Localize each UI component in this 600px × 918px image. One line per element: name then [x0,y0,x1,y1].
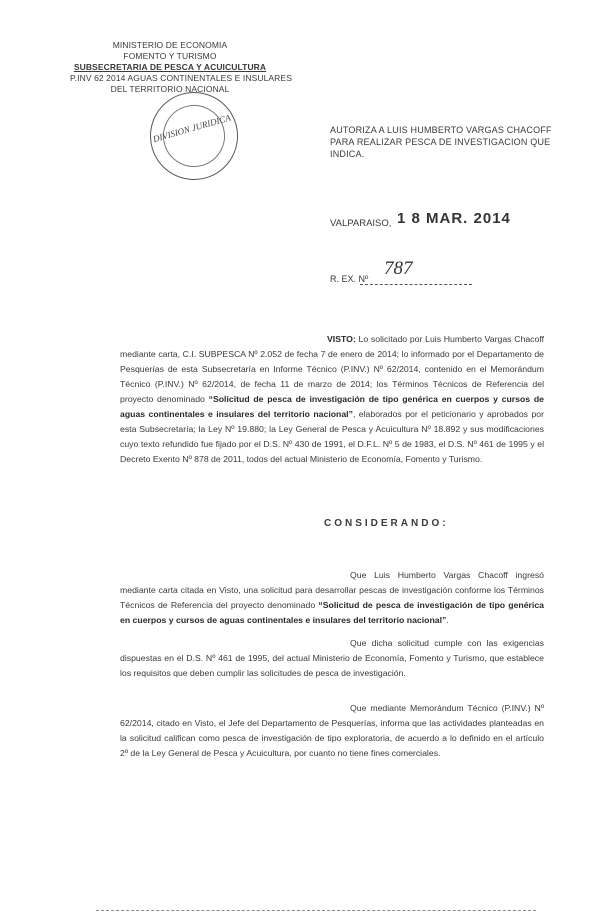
considerando-paragraph-1 [120,568,544,628]
date-stamp: 1 8 MAR. 2014 [397,210,511,227]
place-label: VALPARAISO, [330,218,392,229]
c1-text-b: . [446,615,449,625]
header-line-territory: DEL TERRITORIO NACIONAL [110,84,230,94]
stamp-text: DIVISION JURIDICA [151,112,232,145]
header-line-ministry: MINISTERIO DE ECONOMIA [112,40,228,50]
considerando-heading: CONSIDERANDO: [324,518,449,529]
visto-paragraph [120,332,544,467]
bottom-dashed-rule [96,910,536,911]
subject-line: AUTORIZA A LUIS HUMBERTO VARGAS CHACOFF PARA REALIZAR PESCA DE INVESTIGACION QUE INDICA. [330,125,552,159]
ministry-header [70,40,292,95]
c2-text: Que dicha solicitud cumple con las exigencias dispuestas en el D.S. Nº 461 de 1995, del actual Ministerio de Economía, Fomento y Turismo, que establece los requisitos que deben cumplir las solicitudes de pesca de investigación. [120,638,544,678]
resolution-number: 787 [384,258,413,279]
visto-text-b: , elaborados por el peticionario y aprobados por esta Subsecretaría; la Ley Nº 19.880; la Ley General de Pesca y Acuicultura Nº 18.892 y sus modificaciones cuyo texto refundido fue fijado por el D.S. Nº 430 de 1991, el D.F.L. Nº 5 de 1983, el D.S. Nº 461 de 1995 y el Decreto Exento Nº 878 de 2011, todos del actual Ministerio de Economía, Fomento y Turismo. [120,409,544,464]
header-line-subsecretaria: SUBSECRETARIA DE PESCA Y ACUICULTURA [73,62,267,72]
division-stamp [140,82,249,191]
visto-label: VISTO: [327,334,356,344]
resolution-number-line [360,284,472,285]
visto-text-a: Lo solicitado por Luis Humberto Vargas Chacoff mediante carta, C.I. SUBPESCA Nº 2.052 de fecha 7 de enero de 2014; lo informado por el Departamento de Pesquerías de esta Subsecretaría en Informe Técnico (P.INV.) Nº 62/2014, contenido en el Memorándum Técnico (P.INV.) Nº 62/2014, de fecha 11 de marzo de 2014; los Términos Técnicos de Referencia del proyecto denominado [120,334,544,404]
considerando-paragraph-3 [120,701,544,761]
header-line-fomento: FOMENTO Y TURISMO [123,51,217,61]
resolution-label: R. EX. Nº [330,274,369,284]
c1-project-title: “Solicitud de pesca de investigación de tipo genérica en cuerpos y cursos de aguas continentales e insulares del territorio nacional” [120,600,545,625]
c3-text: Que mediante Memorándum Técnico (P.INV.) Nº 62/2014, citado en Visto, el Jefe del Departamento de Pesquerías, informa que las actividades planteadas en la solicitud califican como pesca de investigación de tipo exploratoria, de acuerdo a lo definido en el artículo 2º de la Ley General de Pesca y Acuicultura, por cuanto no tiene fines comerciales. [120,703,544,758]
visto-project-title: “Solicitud de pesca de investigación de tipo genérica en cuerpos y cursos de aguas continentales e insulares del territorio nacional” [120,394,545,419]
header-line-project: P.INV 62 2014 AGUAS CONTINENTALES E INSULARES [70,73,292,83]
c1-text-a: Que Luis Humberto Vargas Chacoff ingresó mediante carta citada en Visto, una solicitud para desarrollar pescas de investigación conforme los Términos Técnicos de Referencia del proyecto denominado [120,570,544,610]
considerando-paragraph-2 [120,636,544,681]
